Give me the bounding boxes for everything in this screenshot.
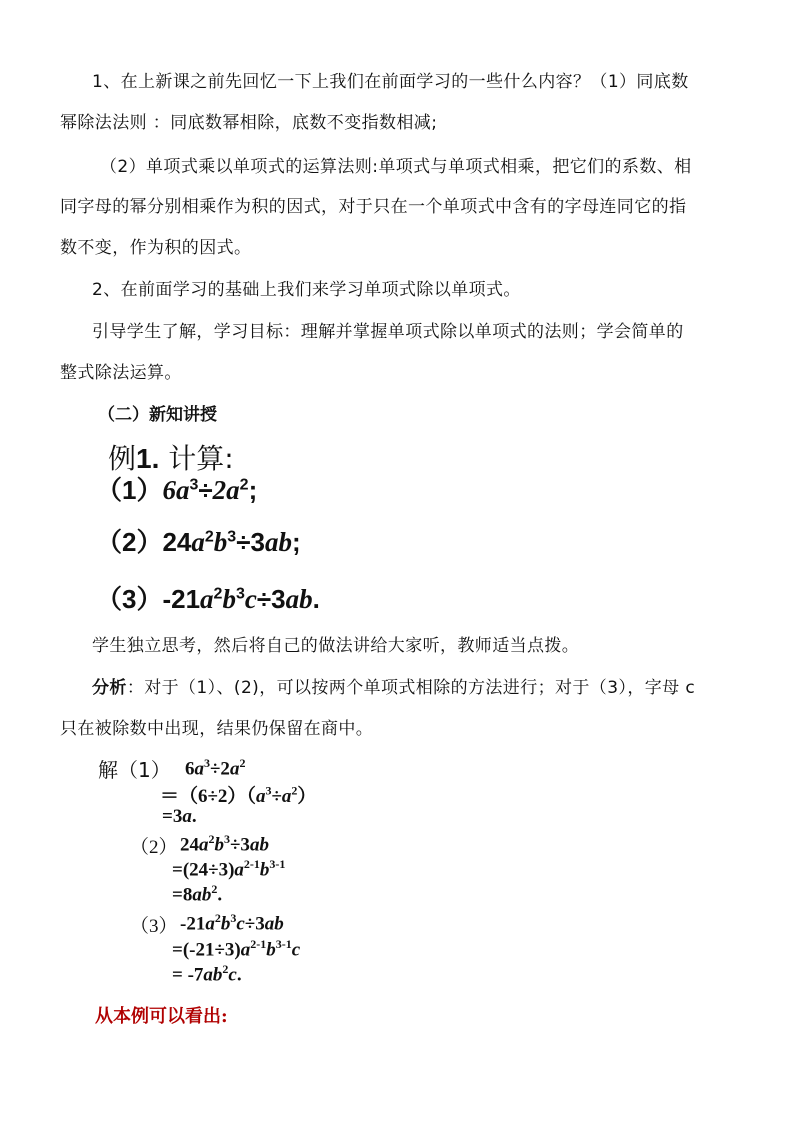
solution-2-line1: $24a^2b^3\div 3ab$ — [180, 832, 269, 856]
example-title: 例1. 计算: — [108, 442, 234, 475]
paragraph-intro: 2、在前面学习的基础上我们来学习单项式除以单项式。 — [92, 280, 521, 300]
paragraph-review-line1: 1、在上新课之前先回忆一下上我们在前面学习的一些什么内容？（1）同底数 — [92, 72, 689, 92]
example-item-3: $(3)-21a^2b^3c\div 3ab$. — [96, 584, 320, 614]
paragraph-rule-line2: 同字母的幂分别相乘作为积的因式，对于只在一个单项式中含有的字母连同它的指 — [60, 197, 687, 217]
solution-1-line2: $=(6\div 2)(a^3\div a^2)$ — [160, 783, 317, 807]
example-item-1: $(1)6a^3\div 2a^2$; — [96, 475, 258, 505]
solution-3-label: （3） — [130, 916, 178, 937]
solution-3-line3: = $-7ab^2c$. — [172, 962, 242, 986]
solution-2-label: （2） — [130, 837, 178, 858]
paragraph-analysis-line2: 只在被除数中出现，结果仍保留在商中。 — [60, 719, 374, 739]
paragraph-goal-line1: 引导学生了解，学习目标：理解并掌握单项式除以单项式的法则；学会简单的 — [92, 322, 684, 342]
paragraph-rule-line3: 数不变，作为积的因式。 — [60, 238, 252, 258]
analysis-label: 分析 — [92, 678, 127, 698]
conclusion-heading: 从本例可以看出: — [95, 1006, 228, 1027]
paragraph-analysis-line1: 分析：对于（1）、(2)，可以按两个单项式相除的方法进行；对于（3），字母 c — [92, 678, 696, 698]
solution-2-line2: $=(24\div 3)a^{2-1}b^{3-1}$ — [172, 857, 286, 881]
solution-1-line3: =3a. — [162, 806, 197, 827]
solution-label: 解（1） — [98, 758, 171, 782]
solution-2-line3: $=8ab^2$. — [172, 882, 223, 906]
solution-3-line1: $-21a^2b^3c\div 3ab$ — [180, 911, 284, 935]
paragraph-think: 学生独立思考，然后将自己的做法讲给大家听，教师适当点拨。 — [92, 636, 580, 656]
paragraph-goal-line2: 整式除法运算。 — [60, 363, 182, 383]
paragraph-rule-line1: （2）单项式乘以单项式的运算法则:单项式与单项式相乘，把它们的系数、相 — [100, 157, 692, 177]
example-item-2: $(2)24a^2b^3\div 3ab$; — [96, 527, 301, 557]
paragraph-review-line2: 幂除法法则 ：同底数幂相除，底数不变指数相减; — [60, 113, 438, 133]
solution-1-line1: $6a^3\div 2a^2$ — [185, 756, 246, 780]
solution-3-line2: $=(-21\div 3)a^{2-1}b^{3-1}c$ — [172, 937, 301, 961]
section-heading: （二）新知讲授 — [98, 405, 217, 425]
